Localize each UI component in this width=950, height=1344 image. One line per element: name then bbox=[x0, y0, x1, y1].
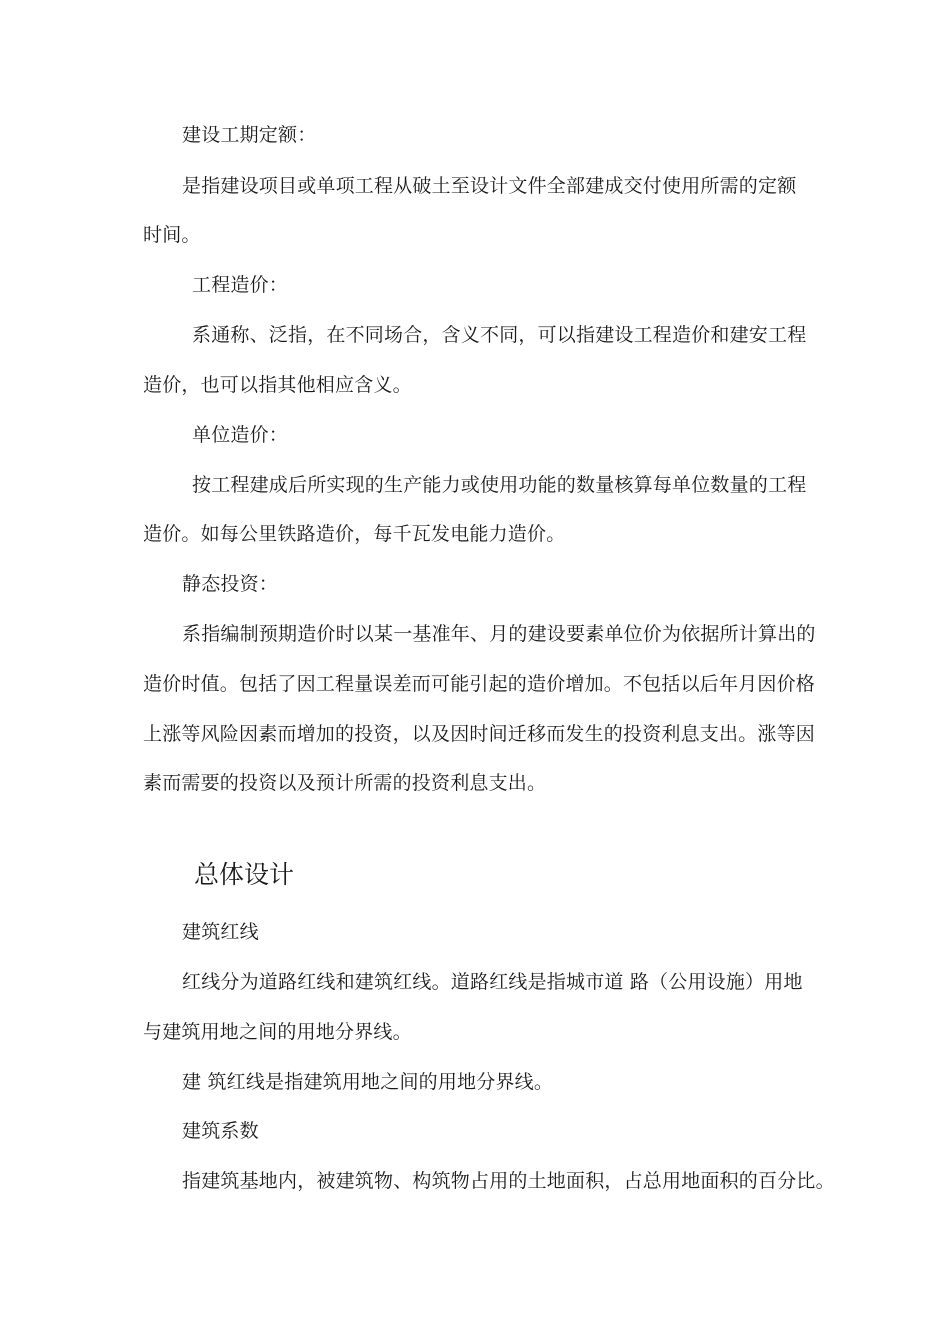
paragraph-line: 指建筑基地内，被建筑物、构筑物占用的土地面积，占总用地面积的百分比。 bbox=[182, 1170, 835, 1192]
paragraph-line: 造价时值。包括了因工程量误差而可能引起的造价增加。不包括以后年月因价格 bbox=[143, 673, 816, 695]
paragraph-line: 是指建设项目或单项工程从破土至设计文件全部建成交付使用所需的定额 bbox=[182, 175, 797, 197]
paragraph-line: 与建筑用地之间的用地分界线。 bbox=[143, 1021, 412, 1043]
term-heading-static-investment: 静态投资： bbox=[182, 573, 279, 595]
term-heading-building-coefficient: 建筑系数 bbox=[182, 1120, 259, 1142]
paragraph-line: 上涨等风险因素而增加的投资，以及因时间迁移而发生的投资利息支出。涨等因 bbox=[143, 723, 816, 745]
term-heading-building-red-line: 建筑红线 bbox=[182, 921, 259, 943]
term-heading-unit-cost: 单位造价： bbox=[192, 424, 289, 446]
paragraph-line: 时间。 bbox=[143, 224, 201, 246]
paragraph-line: 造价。如每公里铁路造价，每千瓦发电能力造价。 bbox=[143, 523, 566, 545]
paragraph-line: 红线分为道路红线和建筑红线。道路红线是指城市道 路（公用设施）用地 bbox=[182, 971, 803, 993]
paragraph-line: 按工程建成后所实现的生产能力或使用功能的数量核算每单位数量的工程 bbox=[192, 474, 807, 496]
paragraph-line: 造价，也可以指其他相应含义。 bbox=[143, 374, 412, 396]
paragraph-line: 素而需要的投资以及预计所需的投资利息支出。 bbox=[143, 772, 547, 794]
term-heading-project-cost: 工程造价： bbox=[192, 274, 289, 296]
paragraph-line: 建 筑红线是指建筑用地之间的用地分界线。 bbox=[182, 1071, 554, 1093]
section-title: 总体设计 bbox=[194, 860, 295, 889]
paragraph-line: 系指编制预期造价时以某一基准年、月的建设要素单位价为依据所计算出的 bbox=[182, 623, 816, 645]
term-heading-construction-period: 建设工期定额： bbox=[182, 124, 317, 146]
paragraph-line: 系通称、泛指，在不同场合，含义不同，可以指建设工程造价和建安工程 bbox=[192, 324, 807, 346]
